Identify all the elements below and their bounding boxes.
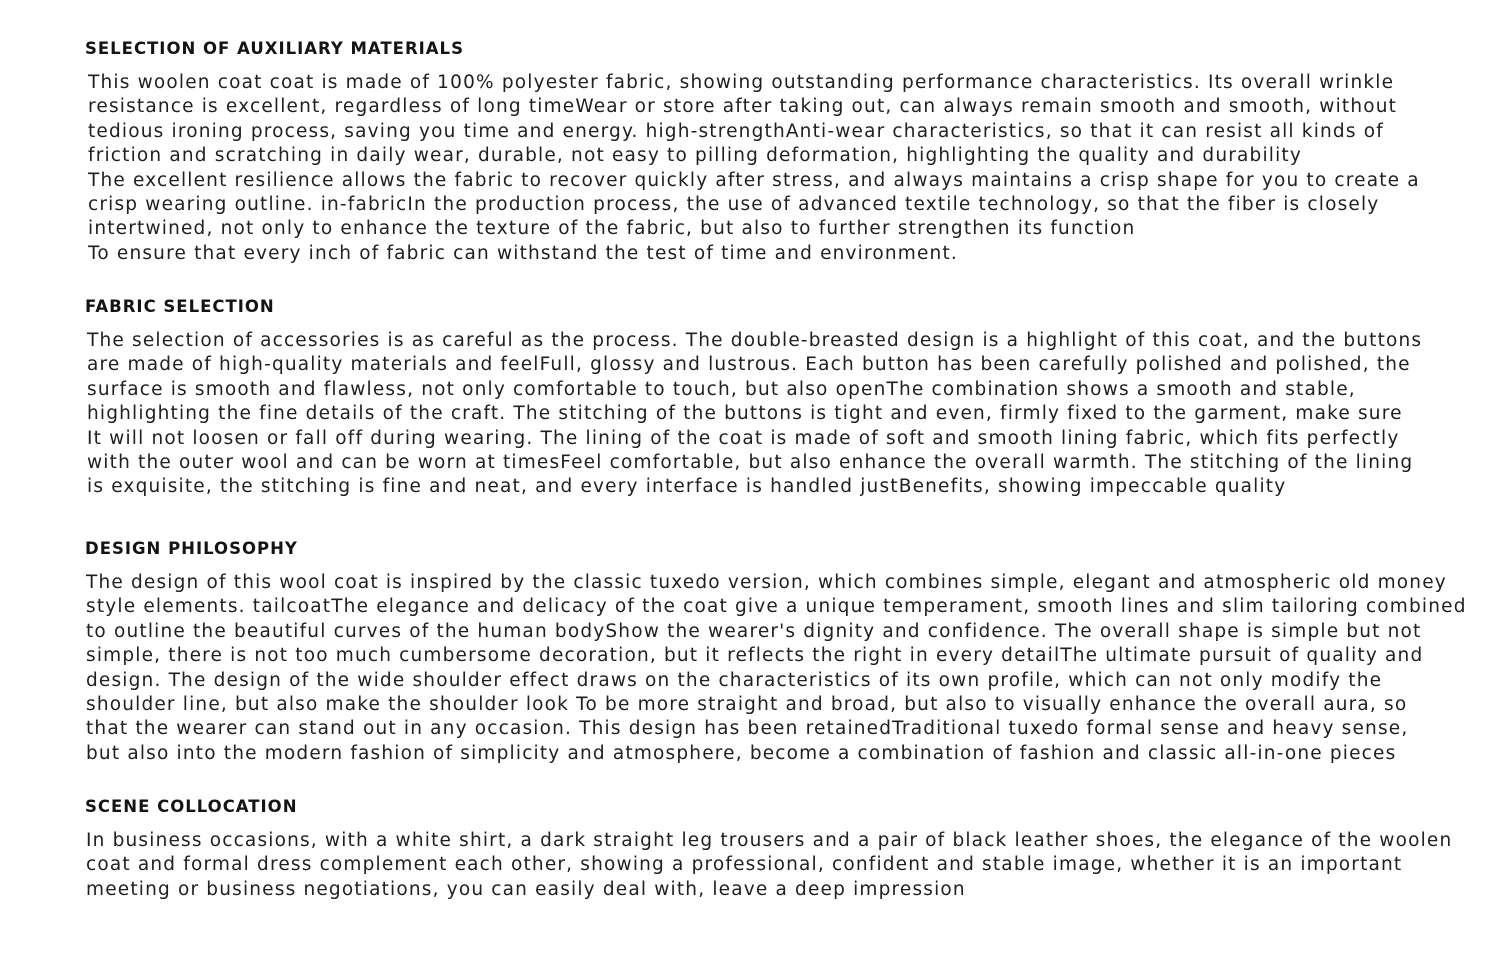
paragraph-line: are made of high-quality materials and feelFull, glossy and lustrous. Each button has been carefully polished and polished, the bbox=[87, 354, 1411, 376]
paragraph-line: coat and formal dress complement each other, showing a professional, confident and stable image, whether it is an important bbox=[86, 854, 1403, 876]
paragraph-line: highlighting the fine details of the craft. The stitching of the buttons is tight and even, firmly fixed to the garment, make sure bbox=[87, 403, 1403, 425]
paragraph-line: surface is smooth and flawless, not only comfortable to touch, but also openThe combination shows a smooth and stable, bbox=[87, 378, 1356, 400]
section-heading: SELECTION OF AUXILIARY MATERIALS bbox=[85, 39, 464, 58]
paragraph-line: The design of this wool coat is inspired by the classic tuxedo version, which combines simple, elegant and atmospheric old money bbox=[86, 572, 1447, 593]
section-heading: FABRIC SELECTION bbox=[85, 297, 275, 316]
section-heading: SCENE COLLOCATION bbox=[85, 797, 298, 816]
paragraph-line: crisp wearing outline. in-fabricIn the production process, the use of advanced textile technology, so that the fiber is closely bbox=[88, 193, 1380, 215]
paragraph-line: but also into the modern fashion of simplicity and atmosphere, become a combination of fashion and classic all-in-one pieces bbox=[86, 742, 1397, 764]
paragraph-line: This woolen coat coat is made of 100% polyester fabric, showing outstanding performance characteristics. Its overall wrinkle bbox=[88, 72, 1395, 93]
section-body bbox=[86, 571, 1467, 766]
paragraph-line: with the outer wool and can be worn at timesFeel comfortable, but also enhance the overall warmth. The stitching of the lining bbox=[87, 451, 1414, 473]
section-body bbox=[88, 71, 1420, 266]
paragraph-line: The excellent resilience allows the fabric to recover quickly after stress, and always maintains a crisp shape for you to create a bbox=[88, 169, 1420, 191]
section-body bbox=[86, 829, 1452, 902]
paragraph-line: simple, there is not too much cumbersome decoration, but it reflects the right in every detailThe ultimate pursuit of quality and bbox=[86, 645, 1424, 667]
paragraph-line: In business occasions, with a white shirt, a dark straight leg trousers and a pair of black leather shoes, the elegance of the woolen bbox=[86, 830, 1453, 851]
paragraph-line: to outline the beautiful curves of the human bodyShow the wearer's dignity and confidence. The overall shape is simple but not bbox=[86, 620, 1422, 642]
section-body bbox=[87, 329, 1422, 500]
paragraph-line: meeting or business negotiations, you can easily deal with, leave a deep impression bbox=[86, 878, 966, 900]
paragraph-line: To ensure that every inch of fabric can withstand the test of time and environment. bbox=[88, 242, 958, 264]
paragraph-line: that the wearer can stand out in any occasion. This design has been retainedTraditional tuxedo formal sense and heavy sense, bbox=[86, 718, 1409, 740]
section-heading: DESIGN PHILOSOPHY bbox=[85, 539, 298, 558]
paragraph-line: tedious ironing process, saving you time and energy. high-strengthAnti-wear characteristics, so that it can resist all kinds of bbox=[88, 120, 1384, 142]
paragraph-line: intertwined, not only to enhance the texture of the fabric, but also to further strengthen its function bbox=[88, 218, 1136, 240]
paragraph-line: is exquisite, the stitching is fine and neat, and every interface is handled justBenefits, showing impeccable quality bbox=[87, 476, 1287, 498]
paragraph-line: It will not loosen or fall off during wearing. The lining of the coat is made of soft and smooth lining fabric, which fits perfectly bbox=[87, 427, 1400, 449]
paragraph-line: design. The design of the wide shoulder effect draws on the characteristics of its own profile, which can not only modify the bbox=[86, 669, 1383, 691]
paragraph-line: resistance is excellent, regardless of long timeWear or store after taking out, can always remain smooth and smooth, without bbox=[88, 96, 1398, 118]
paragraph-line: friction and scratching in daily wear, durable, not easy to pilling deformation, highlighting the quality and durability bbox=[88, 145, 1302, 167]
paragraph-line: style elements. tailcoatThe elegance and delicacy of the coat give a unique temperament, smooth lines and slim tailoring combined bbox=[86, 596, 1467, 618]
paragraph-line: The selection of accessories is as careful as the process. The double-breasted design is a highlight of this coat, and the buttons bbox=[87, 330, 1423, 351]
paragraph-line: shoulder line, but also make the shoulder look To be more straight and broad, but also to visually enhance the overall aura, so bbox=[86, 693, 1408, 715]
